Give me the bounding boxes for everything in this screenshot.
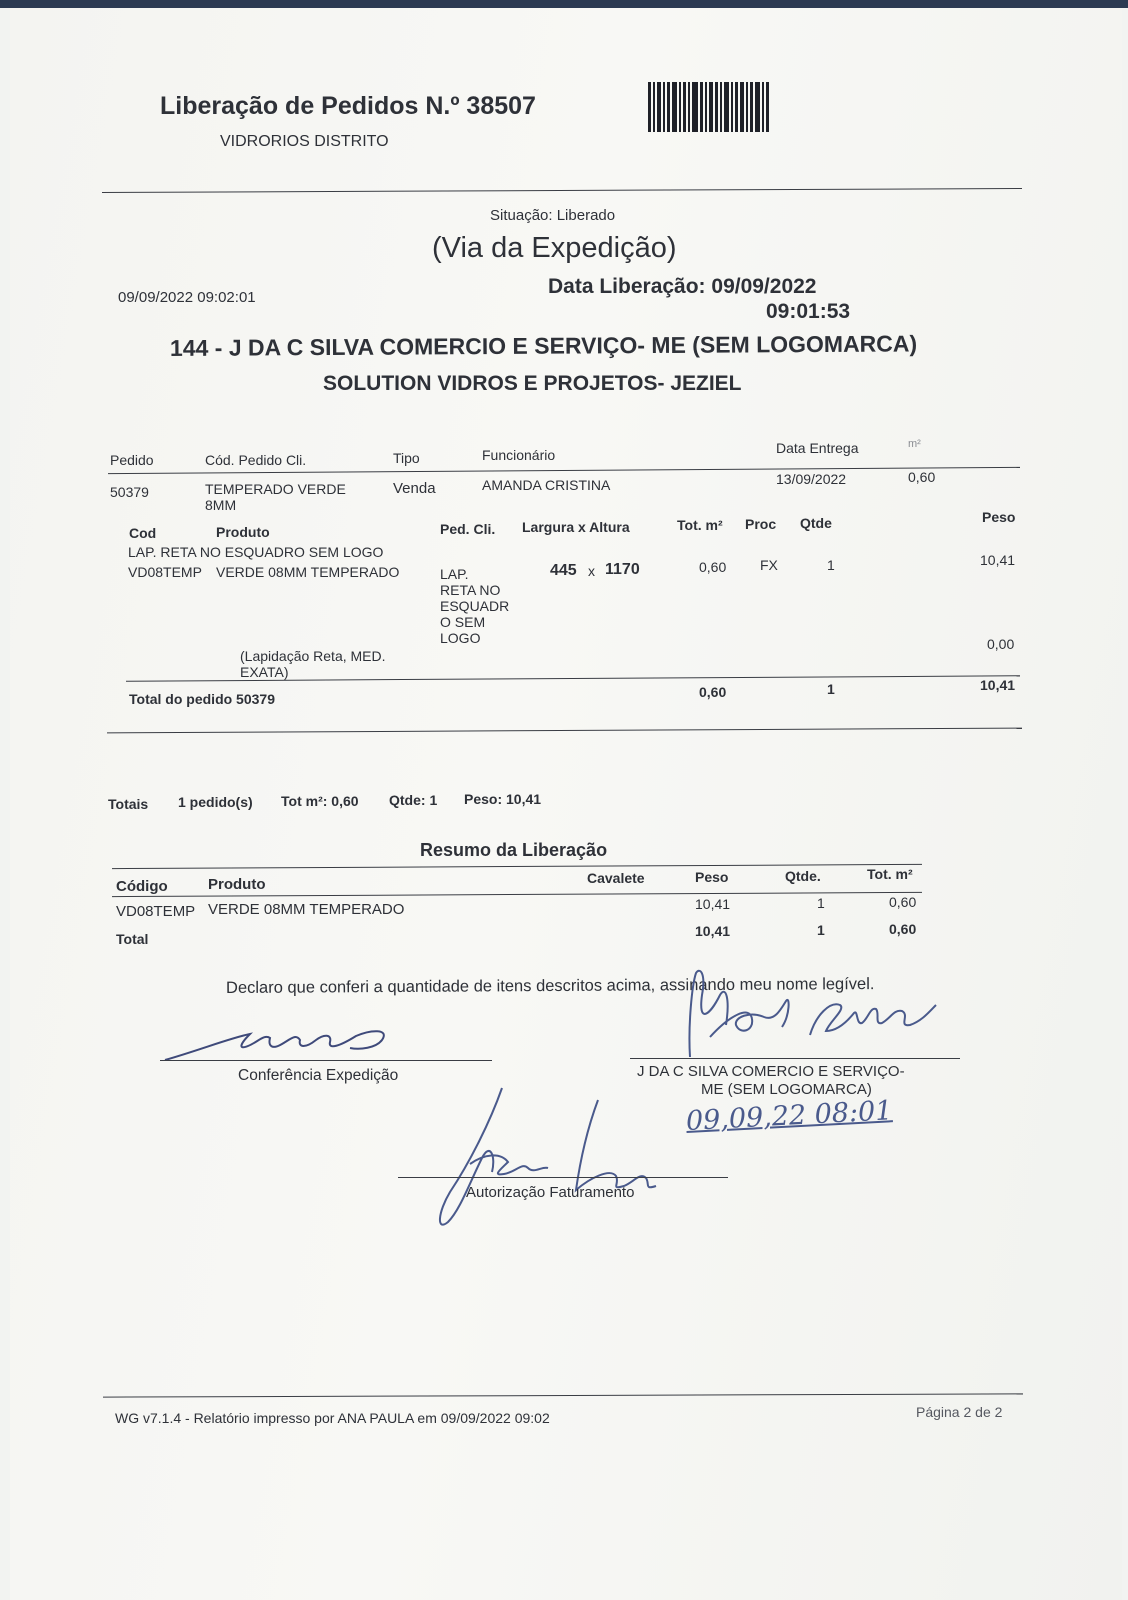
order-employee: AMANDA CRISTINA xyxy=(482,477,611,493)
col-header-cod: Cod xyxy=(129,525,157,541)
declaration-text: Declaro que conferi a quantidade de itens descritos acima, assinando meu nome legível. xyxy=(225,975,875,997)
client-signature-label-line1: J DA C SILVA COMERCIO E SERVIÇO- xyxy=(637,1063,905,1080)
col-header-m2: m² xyxy=(908,438,921,450)
item-x-separator: x xyxy=(588,563,595,579)
col-header-tot-m2: Tot. m² xyxy=(677,517,723,533)
order-type: Venda xyxy=(393,480,436,497)
footer-printed-by: WG v7.1.4 - Relatório impresso por ANA PAULA em 09/09/2022 09:02 xyxy=(115,1410,550,1426)
process-weight: 0,00 xyxy=(987,636,1015,652)
item-client-ref-line: ESQUADR xyxy=(440,598,510,614)
col-header-peso: Peso xyxy=(982,509,1016,525)
billing-signature-label: Autorização Faturamento xyxy=(466,1184,635,1201)
summary-col-qtde: Qtde. xyxy=(785,868,821,884)
order-delivery-date: 13/09/2022 xyxy=(776,471,847,487)
col-header-ped-cli: Ped. Cli. xyxy=(440,521,496,537)
item-client-ref-line: O SEM xyxy=(440,614,486,630)
summary-total-m2: 0,60 xyxy=(889,921,917,937)
release-time: 09:01:53 xyxy=(766,300,851,323)
photo-top-edge xyxy=(0,0,1128,8)
totals-label: Totais xyxy=(108,796,149,812)
col-header-cod-pedido-cli: Cód. Pedido Cli. xyxy=(205,452,307,468)
client-signature-line xyxy=(630,1058,960,1059)
item-client-ref-line: LAP. xyxy=(440,566,469,582)
process-note-line1: (Lapidação Reta, MED. xyxy=(240,648,386,664)
item-weight: 10,41 xyxy=(980,552,1016,568)
summary-total-qtde: 1 xyxy=(817,922,825,938)
summary-total-label: Total xyxy=(116,931,149,947)
order-client-code-line1: TEMPERADO VERDE xyxy=(205,481,346,497)
billing-signature-line xyxy=(398,1177,728,1178)
totals-m2: Tot m²: 0,60 xyxy=(281,793,359,809)
col-header-funcionario: Funcionário xyxy=(482,447,556,463)
totals-qtde: Qtde: 1 xyxy=(389,792,438,808)
item-proc: FX xyxy=(760,557,778,573)
item-group-title: LAP. RETA NO ESQUADRO SEM LOGO xyxy=(128,544,384,560)
summary-row-qtde: 1 xyxy=(817,895,825,911)
handwritten-date: 09,09,22 08:01 xyxy=(685,1095,894,1137)
col-header-proc: Proc xyxy=(745,516,777,532)
summary-col-cavalete: Cavalete xyxy=(587,870,645,886)
client-signature-label-line2: ME (SEM LOGOMARCA) xyxy=(701,1081,872,1098)
item-code: VD08TEMP xyxy=(128,564,202,580)
client-signature xyxy=(640,965,950,1065)
summary-row-weight: 10,41 xyxy=(695,896,731,912)
summary-row-code: VD08TEMP xyxy=(116,903,196,920)
item-client-ref xyxy=(440,566,509,646)
order-total-qtde: 1 xyxy=(827,681,835,697)
expedition-signature-line xyxy=(160,1060,492,1061)
summary-row-m2: 0,60 xyxy=(889,894,917,910)
item-product: VERDE 08MM TEMPERADO xyxy=(216,564,400,580)
col-header-produto: Produto xyxy=(216,524,270,540)
summary-col-produto: Produto xyxy=(208,876,266,893)
order-total-label: Total do pedido 50379 xyxy=(129,691,275,707)
summary-row-product: VERDE 08MM TEMPERADO xyxy=(208,901,405,918)
client-trade-name: SOLUTION VIDROS E PROJETOS- JEZIEL xyxy=(323,372,742,395)
status-text: Situação: Liberado xyxy=(490,207,616,224)
order-total-weight: 10,41 xyxy=(980,677,1016,693)
company-name: VIDRORIOS DISTRITO xyxy=(220,133,389,150)
client-name: 144 - J DA C SILVA COMERCIO E SERVIÇO- ME (SEM LOGOMARCA) xyxy=(169,330,918,361)
barcode xyxy=(648,82,769,132)
summary-col-peso: Peso xyxy=(695,869,729,885)
order-total-m2: 0,60 xyxy=(699,684,727,700)
col-header-tipo: Tipo xyxy=(393,450,420,466)
footer-page-number: Página 2 de 2 xyxy=(916,1404,1003,1420)
billing-authorization-signature xyxy=(430,1082,690,1232)
col-header-pedido: Pedido xyxy=(110,452,154,468)
summary-col-tot-m2: Tot. m² xyxy=(867,866,913,882)
expedition-signature xyxy=(160,1020,420,1070)
col-header-data-entrega: Data Entrega xyxy=(776,440,859,456)
printed-datetime: 09/09/2022 09:02:01 xyxy=(118,289,256,306)
document-title: Liberação de Pedidos N.º 38507 xyxy=(160,92,536,120)
order-m2: 0,60 xyxy=(908,469,936,485)
totals-orders: 1 pedido(s) xyxy=(178,794,253,810)
item-client-ref-line: LOGO xyxy=(440,630,481,646)
item-client-ref-line: RETA NO xyxy=(440,582,501,598)
release-date: Data Liberação: 09/09/2022 xyxy=(548,275,817,298)
copy-destination: (Via da Expedição) xyxy=(432,232,677,264)
col-header-largura-altura: Largura x Altura xyxy=(522,519,630,535)
order-number: 50379 xyxy=(110,484,149,500)
summary-total-weight: 10,41 xyxy=(695,923,731,939)
item-width: 445 xyxy=(550,562,577,579)
item-qtde: 1 xyxy=(827,557,835,573)
summary-title: Resumo da Liberação xyxy=(420,840,608,860)
totals-weight: Peso: 10,41 xyxy=(464,791,542,807)
order-client-code-line2: 8MM xyxy=(205,497,237,513)
item-height: 1170 xyxy=(605,561,640,578)
expedition-signature-label: Conferência Expedição xyxy=(238,1067,399,1084)
summary-col-codigo: Código xyxy=(116,878,168,895)
process-note-line2: EXATA) xyxy=(240,664,289,680)
item-tot-m2: 0,60 xyxy=(699,559,727,575)
col-header-qtde: Qtde xyxy=(800,515,832,531)
